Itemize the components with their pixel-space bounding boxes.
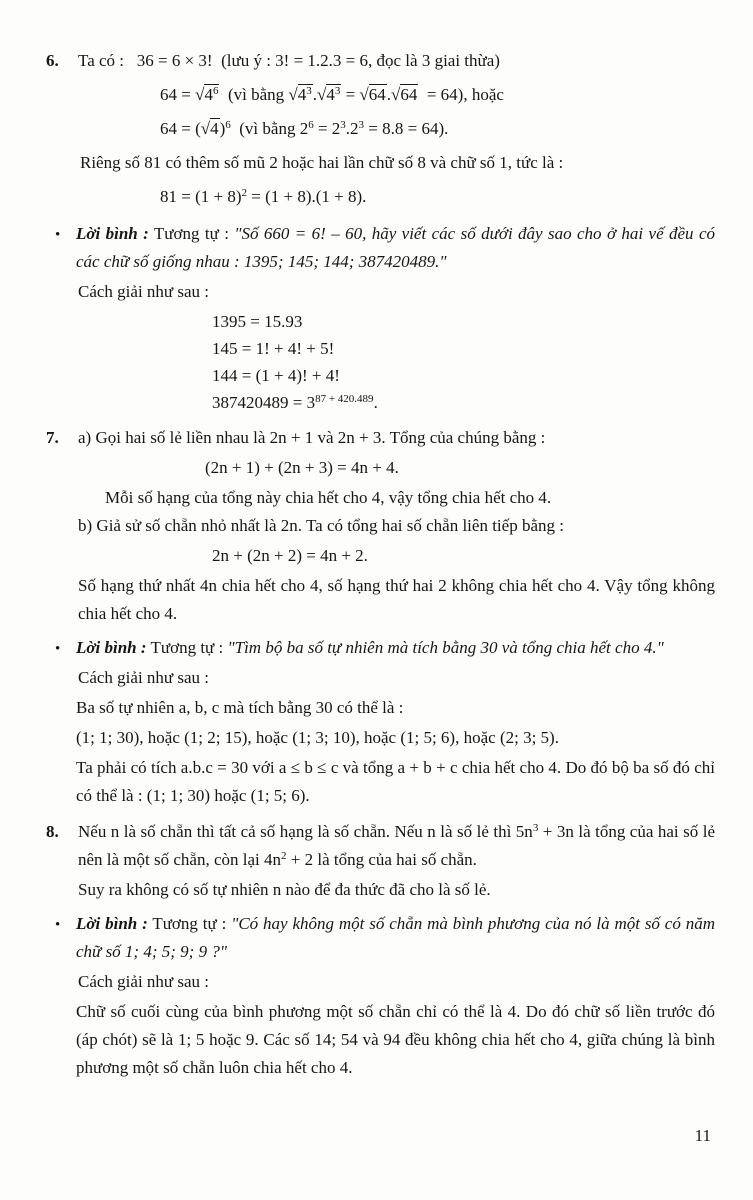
equation-7b: 2n + (2n + 2) = 4n + 2. [212, 546, 368, 565]
problem-7a-line: a) Gọi hai số lẻ liền nhau là 2n + 1 và 2n + 3. Tổng của chúng bằng : [78, 428, 546, 447]
equation-64-power: $64 = (√4)^6$ (vì bằng $2^6 = 2^3.2^3 = 8.8 = 64$). [160, 119, 449, 138]
review-6-label: Lời bình : [76, 224, 149, 243]
solution-intro-6: Cách giải như sau : [78, 282, 210, 301]
solution-8-explanation: Chữ số cuối cùng của bình phương một số chẵn chỉ có thể là 4. Do đó chữ số liền trước đó (áp chót) sẽ là 1; 5 hoặc 9. Các số 14; 54 và 94 đều không chia hết cho 4, giữa chúng là bình phương một số chẵn luôn chia hết cho 4. [76, 1002, 715, 1077]
problem-6 [46, 44, 715, 214]
problem-7b-note: Số hạng thứ nhất 4n chia hết cho 4, số hạng thứ hai 2 không chia hết cho 4. Vậy tổng không chia hết cho 4. [78, 576, 715, 623]
equation-145: 145 = 1! + 4! + 5! [212, 339, 335, 358]
solution-7-cases: (1; 1; 30), hoặc (1; 2; 15), hoặc (1; 3; 10), hoặc (1; 5; 6), hoặc (2; 3; 5). [76, 728, 559, 747]
review-6-body: Tương tự : "Số 660 = 6! – 60, hãy viết các số dưới đây sao cho ở hai vế đều có các chữ số giống nhau : 1395; 145; 144; 387420489." [76, 224, 715, 271]
solution-6-equations [212, 308, 715, 416]
review-6 [46, 220, 715, 416]
review-7-label: Lời bình : [76, 638, 147, 657]
problem-6-note-81: Riêng số 81 có thêm số mũ 2 hoặc hai lần chữ số 8 và chữ số 1, tức là : [80, 153, 564, 172]
problem-7-number: 7. [46, 428, 59, 447]
problem-6-number: 6. [46, 51, 59, 70]
problem-8-conclusion: Suy ra không có số tự nhiên n nào để đa thức đã cho là số lẻ. [78, 880, 491, 899]
bullet-icon: • [55, 641, 61, 657]
equation-387420489: $387420489 = 3^{87 + 420.489}$. [212, 393, 378, 412]
equation-1395: 1395 = 15.93 [212, 312, 303, 331]
bullet-icon: • [55, 917, 61, 933]
solution-intro-8: Cách giải như sau : [78, 972, 210, 991]
solution-intro-7: Cách giải như sau : [78, 668, 210, 687]
review-8-label: Lời bình : [76, 914, 148, 933]
equation-64-radical: $64 = √4^6$ (vì bằng $√4^3.√4^3 = √64.√64 = 64$), hoặc [160, 85, 504, 104]
problem-8-number: 8. [46, 822, 59, 841]
review-7 [46, 634, 715, 810]
problem-7 [46, 424, 715, 628]
review-8 [46, 910, 715, 1082]
solution-7-cases-intro: Ba số tự nhiên a, b, c mà tích bằng 30 có thể là : [76, 698, 404, 717]
problem-6-intro: Ta có : 36 = 6 × 3! (lưu ý : 3! = 1.2.3 = 6, đọc là 3 giai thừa) [78, 51, 500, 70]
equation-7a: (2n + 1) + (2n + 3) = 4n + 4. [205, 458, 399, 477]
review-6-paragraph [76, 220, 715, 276]
problem-7b-line: b) Giả sử số chẵn nhỏ nhất là 2n. Ta có tổng hai số chẵn liên tiếp bằng : [78, 516, 564, 535]
problem-8 [46, 818, 715, 904]
equation-81: $81 = (1 + 8)^2 = (1 + 8).(1 + 8)$. [160, 187, 367, 206]
solution-7-conclusion: Ta phải có tích a.b.c = 30 với a ≤ b ≤ c và tổng a + b + c chia hết cho 4. Do đó bộ ba số đó chỉ có thể là : (1; 1; 30) hoặc (1; 5; 6). [76, 758, 715, 805]
page-number: 11 [694, 1126, 711, 1145]
equation-144: 144 = (1 + 4)! + 4! [212, 366, 340, 385]
review-7-body: Tương tự : "Tìm bộ ba số tự nhiên mà tích bằng 30 và tổng chia hết cho 4." [150, 638, 664, 657]
review-8-paragraph [76, 910, 715, 966]
review-7-paragraph [76, 634, 715, 662]
review-8-body: Tương tự : "Có hay không một số chẵn mà bình phương của nó là một số có năm chữ số 1; 4; 5; 9; 9 ?" [76, 914, 715, 961]
problem-8-solution: Nếu n là số chẵn thì tất cả số hạng là số chẵn. Nếu n là số lẻ thì $5n^3 + 3n$ là tổng của hai số lẻ nên là một số chẵn, còn lại $4n^2 + 2$ là tổng của hai số chẵn. [78, 822, 715, 869]
bullet-icon: • [55, 227, 61, 243]
problem-7a-note: Mỗi số hạng của tổng này chia hết cho 4, vậy tổng chia hết cho 4. [105, 488, 552, 507]
